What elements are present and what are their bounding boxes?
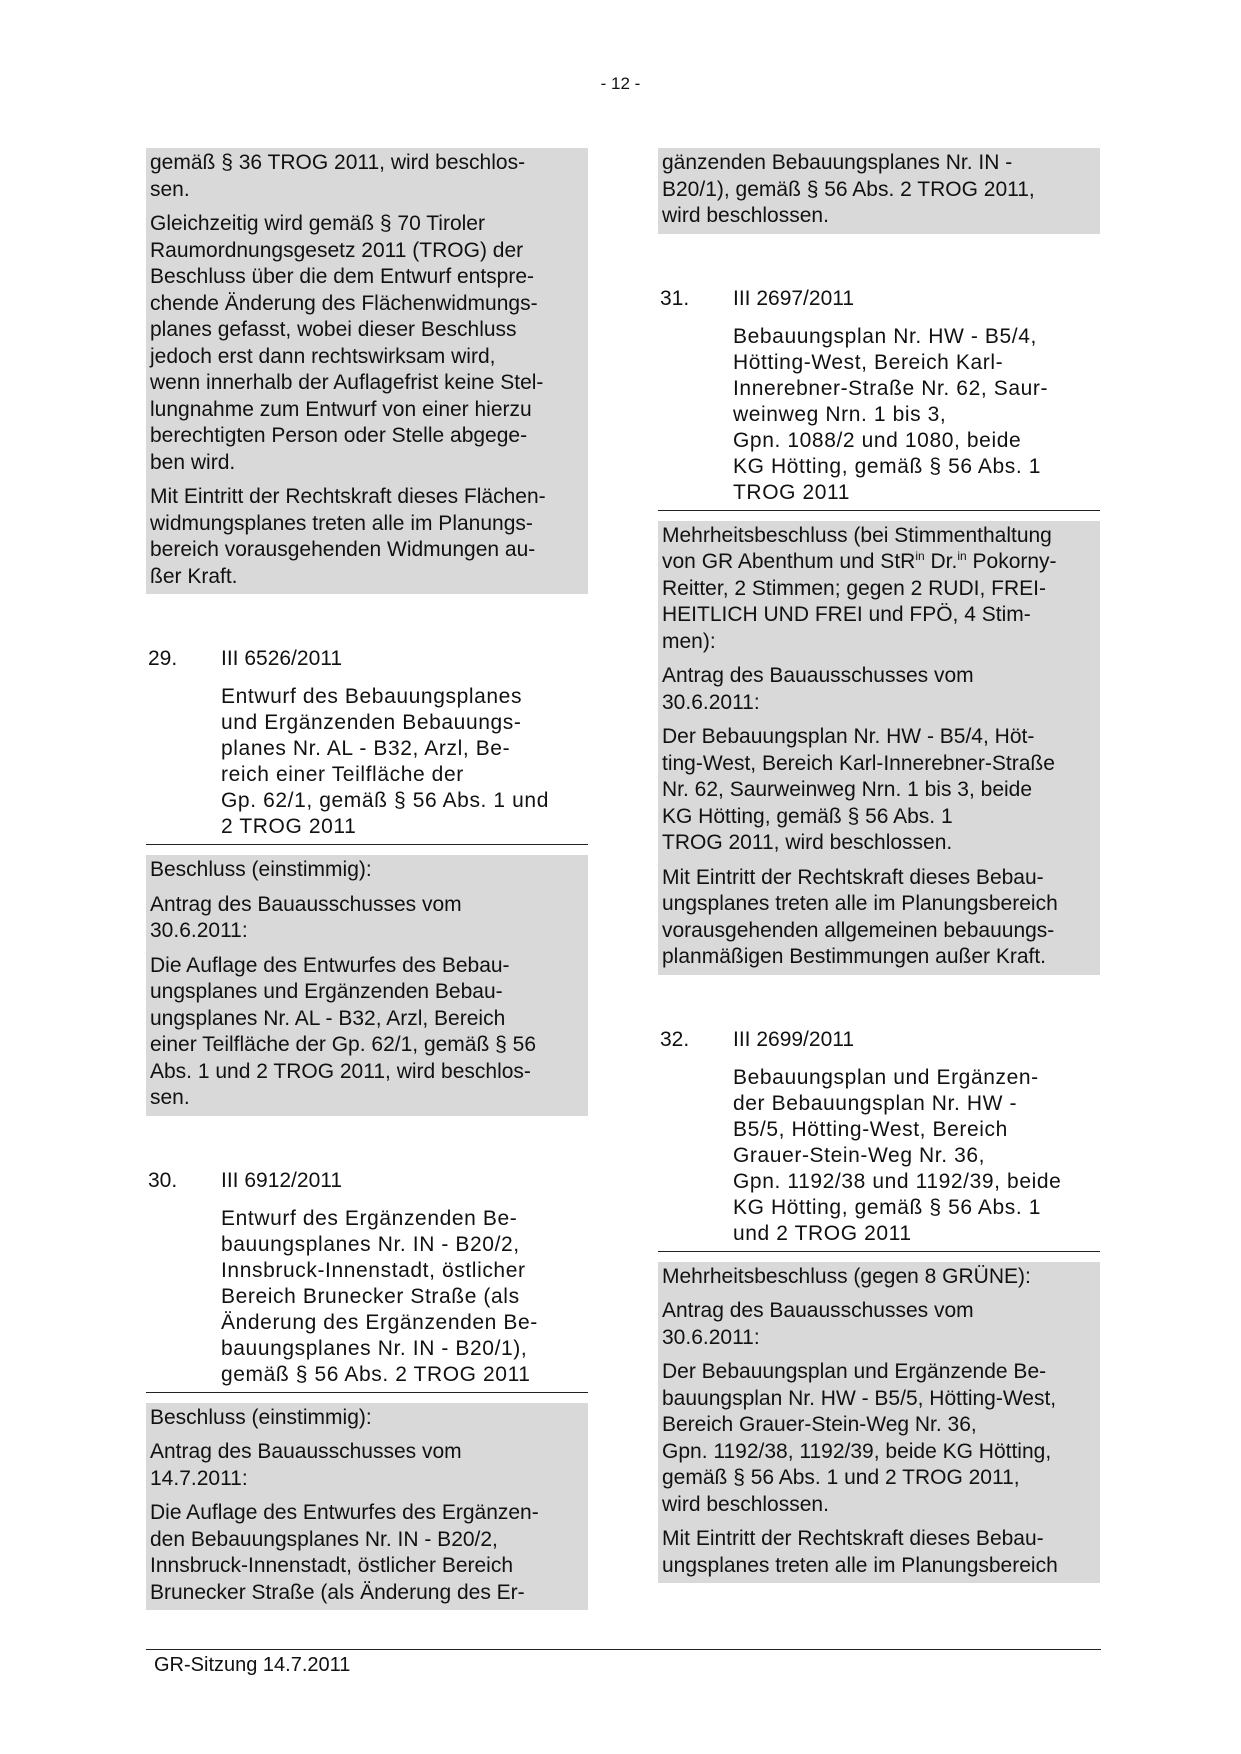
antrag-text: Antrag des Bauausschusses vom 30.6.2011: [150,892,462,942]
paragraph: gänzenden Bebauungsplanes Nr. IN - B20/1), gemäß § 56 Abs. 2 TROG 2011, wird beschlossen. [662,151,1035,227]
agenda-item-32 [658,1027,1100,1584]
decision-box [658,1262,1100,1584]
divider [146,844,588,845]
item-reference: III 6912/2011 [221,1168,343,1192]
decision-text: Mehrheitsbeschluss (gegen 8 GRÜNE): [662,1264,1031,1288]
item-number: 30. [148,1168,178,1192]
antrag-text: Antrag des Bauausschusses vom 14.7.2011: [150,1440,462,1490]
decision-text: Beschluss (einstimmig): [150,1405,372,1429]
item-title: Entwurf des Ergänzenden Be- bauungsplanes Nr. IN - B20/2, Innsbruck-Innenstadt, östlicher Bereich Brunecker Straße (als Änderung des Ergänzenden Be- bauungsplanes Nr. IN - B20/1), gemäß § 56 Abs. 2 TROG 2011 [221,1206,538,1386]
decision-box [146,855,588,1116]
item-number: 31. [660,286,690,310]
resolution-text: Der Bebauungsplan Nr. HW - B5/4, Höt- ting-West, Bereich Karl-Innerebner-Straße Nr. 62, Saurweinweg Nrn. 1 bis 3, beide KG Hötting, gemäß § 56 Abs. 1 TROG 2011, wird beschlossen. [662,725,1055,854]
continuation-box [658,148,1100,234]
agenda-item-31 [658,286,1100,975]
item-title: Bebauungsplan Nr. HW - B5/4, Hötting-West, Bereich Karl- Innerebner-Straße Nr. 62, Saur- weinweg Nrn. 1 bis 3, Gpn. 1088/2 und 1080, beide KG Hötting, gemäß § 56 Abs. 1 TROG 2011 [733,324,1049,504]
item-number: 32. [660,1027,690,1051]
resolution-text: Mit Eintritt der Rechtskraft dieses Bebau- ungsplanes treten alle im Planungsbereich vorausgehenden allgemeinen bebauungs- planmäßigen Bestimmungen außer Kraft. [662,865,1058,968]
decision-box [146,1403,588,1611]
antrag-text: Antrag des Bauausschusses vom 30.6.2011: [662,1299,974,1349]
decision-text: Mehrheitsbeschluss (bei Stimmenthaltung von GR Abenthum und StR$^{in}$ Dr.$^{in}$ Pokorny- Reitter, 2 Stimmen; gegen 2 RUDI, FREI- HEITLICH UND FREI und FPÖ, 4 Stim- men): [662,523,1057,653]
left-column [146,148,588,1610]
footer-text: GR-Sitzung 14.7.2011 [154,1654,351,1676]
footer-divider [146,1649,1101,1650]
divider [658,1251,1100,1252]
paragraph: gemäß § 36 TROG 2011, wird beschlos- sen. [150,151,526,201]
resolution-text: Der Bebauungsplan und Ergänzende Be- bauungsplan Nr. HW - B5/5, Hötting-West, Bereich Grauer-Stein-Weg Nr. 36, Gpn. 1192/38, 1192/39, beide KG Hötting, gemäß § 56 Abs. 1 und 2 TROG 2011, wird beschlossen. [662,1360,1057,1516]
agenda-item-30 [146,1168,588,1611]
continuation-box [146,148,588,594]
decision-text: Beschluss (einstimmig): [150,858,372,881]
right-column [658,148,1100,1583]
item-reference: III 6526/2011 [221,647,343,670]
item-title: Bebauungsplan und Ergänzen- der Bebauungsplan Nr. HW - B5/5, Hötting-West, Bereich Grauer-Stein-Weg Nr. 36, Gpn. 1192/38 und 1192/39, beide KG Hötting, gemäß § 56 Abs. 1 und 2 TROG 2011 [733,1065,1062,1245]
item-reference: III 2699/2011 [733,1027,855,1051]
paragraph: Gleichzeitig wird gemäß § 70 Tiroler Raumordnungsgesetz 2011 (TROG) der Beschluss über die dem Entwurf entspre- chende Änderung des Flächenwidmungs- planes gefasst, wobei dieser Beschluss jedoch erst dann rechtswirksam wird, wenn innerhalb der Auflagefrist keine Stel- lungnahme zum Entwurf von einer hierzu berechtigten Person oder Stelle abgege- ben wird. [150,212,544,474]
antrag-text: Antrag des Bauausschusses vom 30.6.2011: [662,664,974,714]
resolution-text: Die Auflage des Entwurfes des Bebau- ungsplanes und Ergänzenden Bebau- ungsplanes Nr. AL - B32, Arzl, Bereich einer Teilfläche der Gp. 62/1, gemäß § 56 Abs. 1 und 2 TROG 2011, wird beschlos- sen. [150,953,537,1109]
item-number: 29. [148,647,178,670]
divider [146,1392,588,1393]
decision-box [658,521,1100,975]
resolution-text: Mit Eintritt der Rechtskraft dieses Bebau- ungsplanes treten alle im Planungsbereich [662,1527,1058,1577]
resolution-text: Die Auflage des Entwurfes des Ergänzen- den Bebauungsplanes Nr. IN - B20/2, Innsbruck-Innenstadt, östlicher Bereich Brunecker Straße (als Änderung des Er- [150,1501,539,1604]
divider [658,510,1100,511]
agenda-item-29 [146,646,588,1116]
paragraph: Mit Eintritt der Rechtskraft dieses Flächen- widmungsplanes treten alle im Planungs- bereich vorausgehenden Widmungen au- ßer Kraft. [150,485,546,588]
item-title: Entwurf des Bebauungsplanes und Ergänzenden Bebauungs- planes Nr. AL - B32, Arzl, Be- reich einer Teilfläche der Gp. 62/1, gemäß § 56 Abs. 1 und 2 TROG 2011 [221,685,549,838]
item-reference: III 2697/2011 [733,286,855,310]
page-number: - 12 - [600,74,641,93]
